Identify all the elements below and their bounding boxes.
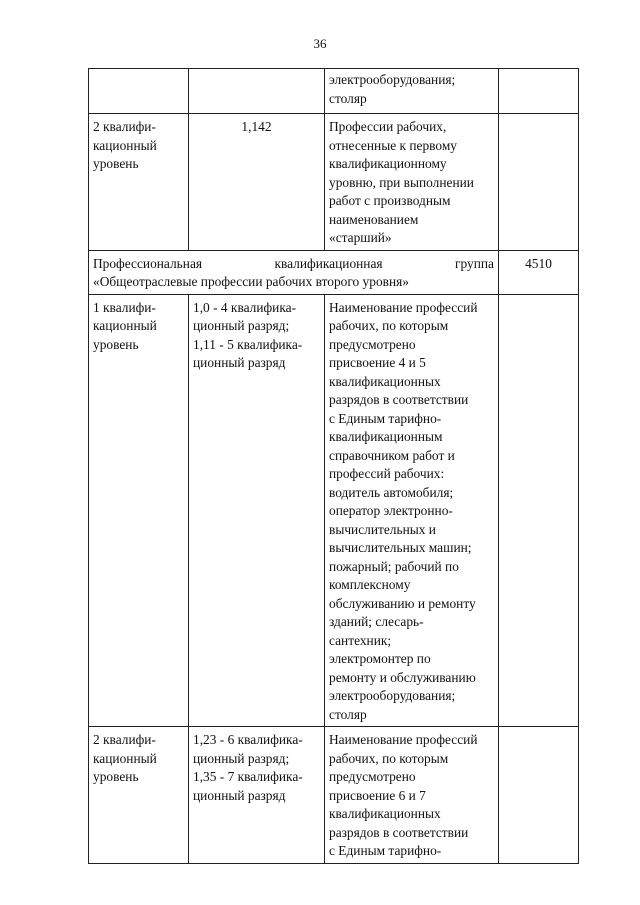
text-line: ремонту и обслуживанию	[329, 669, 476, 685]
text-line: профессий рабочих:	[329, 466, 445, 481]
text-line: Наименование профессий	[329, 299, 478, 315]
text-line: комплексному	[329, 577, 411, 592]
text-line: сантехник;	[329, 632, 392, 648]
text-line: квалификационных	[329, 806, 441, 821]
group-title-word: квалификационная	[274, 255, 383, 271]
text-line: квалификационному	[329, 156, 447, 171]
text-line: работ с производным	[329, 193, 451, 208]
salary-value: 4510	[525, 255, 552, 271]
text-line: 1,0 - 4 квалифика-	[193, 299, 297, 315]
cell-coefficient	[189, 114, 325, 251]
cell-salary	[499, 727, 579, 864]
group-title-cell	[89, 250, 499, 294]
text-line: присвоение 6 и 7	[329, 787, 426, 803]
text-line: рабочих, по которым	[329, 318, 449, 333]
text-line: кационный	[93, 750, 157, 766]
text-line: электромонтер по	[329, 651, 431, 666]
text-line: электрооборудования;	[329, 688, 456, 703]
group-title-line-1	[93, 255, 494, 274]
text-line: уровню, при выполнении	[329, 174, 474, 190]
coefficient-value: 1,142	[241, 119, 272, 134]
cell-level	[89, 114, 189, 251]
text-line: «старший»	[329, 230, 392, 245]
text-line: уровень	[93, 769, 139, 784]
cell-salary	[499, 250, 579, 294]
text-line: ционный разряд	[193, 355, 286, 370]
group-title-word: Профессиональная	[93, 255, 203, 271]
cell-coefficient	[189, 294, 325, 727]
cell-salary	[499, 69, 579, 114]
text-line: наименованием	[329, 211, 419, 227]
text-line: столяр	[329, 706, 367, 722]
text-line: Профессии рабочих,	[329, 119, 447, 134]
table-row-level-1	[89, 294, 579, 727]
cell-level	[89, 69, 189, 114]
cell-professions	[325, 69, 499, 114]
cell-professions	[325, 114, 499, 251]
text-line: столяр	[329, 90, 367, 106]
cell-salary	[499, 294, 579, 727]
text-line: оператор электронно-	[329, 503, 453, 518]
text-line: ционный разряд	[193, 787, 286, 803]
text-line: предусмотрено	[329, 336, 416, 352]
text-line: с Единым тарифно-	[329, 410, 442, 426]
table-row-continuation	[89, 69, 579, 114]
cell-professions	[325, 727, 499, 864]
text-line: рабочих, по которым	[329, 750, 449, 766]
text-line: 1,11 - 5 квалифика-	[193, 336, 303, 352]
table-row-level-2	[89, 727, 579, 864]
cell-salary	[499, 114, 579, 251]
text-line: 2 квалифи-	[93, 732, 156, 747]
cell-professions	[325, 294, 499, 727]
group-title-word: группа	[455, 255, 494, 271]
text-line: с Единым тарифно-	[329, 843, 442, 858]
table-row-level-2	[89, 114, 579, 251]
text-line: зданий; слесарь-	[329, 614, 424, 629]
text-line: справочником работ и	[329, 447, 455, 463]
text-line: вычислительных и	[329, 521, 436, 537]
cell-level	[89, 294, 189, 727]
text-line: кационный	[93, 318, 157, 333]
text-line: кационный	[93, 137, 157, 153]
cell-level	[89, 727, 189, 864]
text-line: 1,35 - 7 квалифика-	[193, 769, 303, 784]
text-line: 1,23 - 6 квалифика-	[193, 732, 303, 747]
text-line: разрядов в соответствии	[329, 392, 469, 407]
text-line: уровень	[93, 336, 139, 352]
text-line: Наименование профессий	[329, 732, 478, 747]
text-line: вычислительных машин;	[329, 540, 472, 555]
text-line: 1 квалифи-	[93, 299, 156, 315]
text-line: разрядов в соответствии	[329, 824, 469, 840]
text-line: ционный разряд;	[193, 750, 290, 766]
text-line: водитель автомобиля;	[329, 484, 454, 500]
text-line: уровень	[93, 156, 139, 171]
text-line: электрооборудования;	[329, 72, 456, 87]
page-number: 36	[313, 36, 327, 51]
cell-coefficient	[189, 69, 325, 114]
text-line: обслуживанию и ремонту	[329, 595, 476, 611]
table-row-group	[89, 250, 579, 294]
qualification-table	[88, 68, 579, 864]
group-title-line-2: «Общеотраслевые профессии рабочих второго уровня»	[93, 274, 409, 289]
text-line: присвоение 4 и 5	[329, 355, 426, 370]
text-line: предусмотрено	[329, 769, 416, 784]
text-line: 2 квалифи-	[93, 119, 156, 134]
text-line: пожарный; рабочий по	[329, 558, 459, 574]
text-line: ционный разряд;	[193, 318, 290, 333]
text-line: отнесенные к первому	[329, 137, 457, 153]
cell-coefficient	[189, 727, 325, 864]
text-line: квалификационных	[329, 373, 441, 389]
text-line: квалификационным	[329, 429, 443, 444]
